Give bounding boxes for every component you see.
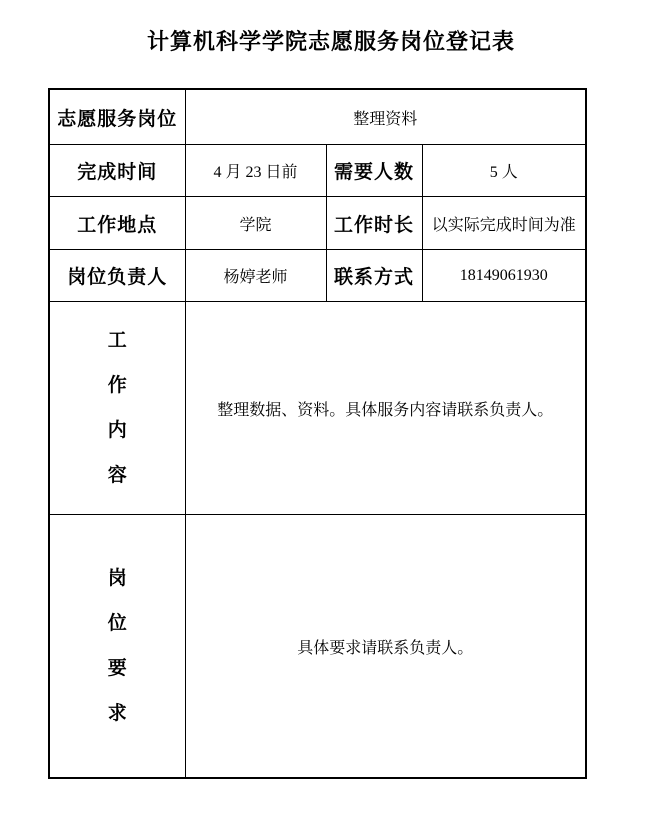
headcount-value: 5 人 xyxy=(422,145,586,197)
duration-label: 工作时长 xyxy=(326,197,422,250)
requirements-value: 具体要求请联系负责人。 xyxy=(185,515,586,779)
requirements-label xyxy=(49,515,185,779)
work-content-label-stack xyxy=(52,302,183,514)
location-value: 学院 xyxy=(185,197,326,250)
manager-label: 岗位负责人 xyxy=(49,250,185,302)
requirements-label-char: 求 xyxy=(107,703,127,724)
registration-table xyxy=(48,88,587,779)
requirements-label-stack xyxy=(52,515,183,777)
deadline-value: 4 月 23 日前 xyxy=(185,145,326,197)
location-label: 工作地点 xyxy=(49,197,185,250)
headcount-label: 需要人数 xyxy=(326,145,422,197)
table-row xyxy=(49,302,586,515)
work-content-value: 整理数据、资料。具体服务内容请联系负责人。 xyxy=(185,302,586,515)
table-row xyxy=(49,515,586,779)
work-content-label-char: 内 xyxy=(107,420,127,441)
position-label: 志愿服务岗位 xyxy=(49,89,185,145)
duration-value: 以实际完成时间为准 xyxy=(422,197,586,250)
contact-value: 18149061930 xyxy=(422,250,586,302)
table-row xyxy=(49,145,586,197)
requirements-label-char: 位 xyxy=(107,613,127,634)
work-content-label-char: 作 xyxy=(107,375,127,396)
contact-label: 联系方式 xyxy=(326,250,422,302)
table-row xyxy=(49,89,586,145)
table-row xyxy=(49,250,586,302)
requirements-label-char: 岗 xyxy=(107,568,127,589)
table-row xyxy=(49,197,586,250)
requirements-label-char: 要 xyxy=(107,658,127,679)
page-title: 计算机科学学院志愿服务岗位登记表 xyxy=(146,29,515,54)
work-content-label-char: 容 xyxy=(107,465,127,486)
work-content-label-char: 工 xyxy=(107,330,127,351)
manager-value: 杨婷老师 xyxy=(185,250,326,302)
work-content-label xyxy=(49,302,185,515)
position-value: 整理资料 xyxy=(185,89,586,145)
deadline-label: 完成时间 xyxy=(49,145,185,197)
